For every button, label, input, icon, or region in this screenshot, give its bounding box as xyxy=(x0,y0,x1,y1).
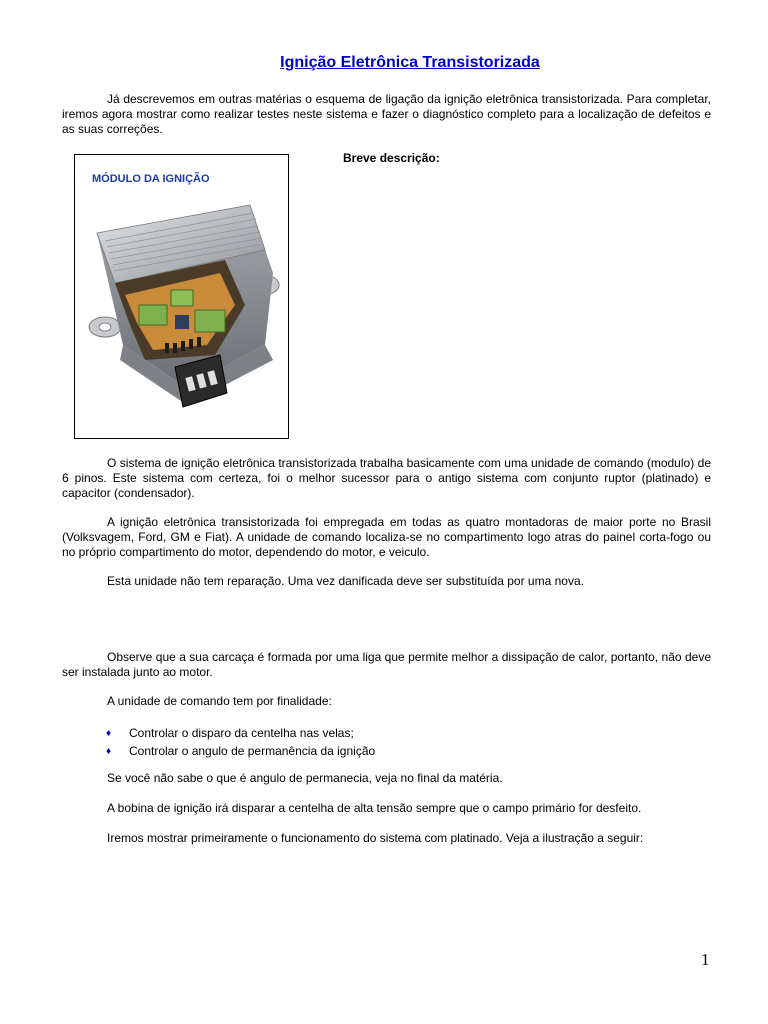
bullet-list xyxy=(106,724,375,760)
paragraph-8: Iremos mostrar primeiramente o funcionamento do sistema com platinado. Veja a ilustração a seguir: xyxy=(107,831,644,845)
diamond-bullet-icon: ♦ xyxy=(106,745,112,757)
paragraph-2: A ignição eletrônica transistorizada foi empregada em todas as quatro montadoras de maior porte no Brasil (Volksvagem, Ford, GM e Fiat). A unidade de comando localiza-se no compartimento logo atras do painel corta-fogo ou no próprio compartimento do motor, dependendo do motor, e veiculo. xyxy=(62,515,711,559)
figure-caption: MÓDULO DA IGNIÇÃO xyxy=(92,173,210,185)
document-title: Ignição Eletrônica Transistorizada xyxy=(280,54,540,71)
paragraph-1: O sistema de ignição eletrônica transistorizada trabalha basicamente com uma unidade de comando (modulo) de 6 pinos. Este sistema com certeza, foi o melhor sucessor para o antigo sistema com conjunto ruptor (platinado) e capacitor (condensador). xyxy=(62,456,711,500)
ignition-module-figure xyxy=(74,154,289,439)
paragraph-4: Observe que a sua carcaça é formada por uma liga que permite melhor a dissipação de calor, portanto, não deve ser instalada junto ao motor. xyxy=(62,650,711,679)
section-subheading: Breve descrição: xyxy=(343,151,440,165)
diamond-bullet-icon: ♦ xyxy=(106,727,112,739)
list-item-text: Controlar o angulo de permanência da ignição xyxy=(129,744,376,758)
paragraph-6: Se você não sabe o que é angulo de permanecia, veja no final da matéria. xyxy=(107,771,503,785)
paragraph-7: A bobina de ignição irá disparar a centelha de alta tensão sempre que o campo primário for desfeito. xyxy=(107,801,642,815)
paragraph-3: Esta unidade não tem reparação. Uma vez danificada deve ser substituída por uma nova. xyxy=(107,574,584,588)
list-item-text: Controlar o disparo da centelha nas velas; xyxy=(129,726,354,740)
intro-paragraph: Já descrevemos em outras matérias o esquema de ligação da ignição eletrônica transistorizada. Para completar, iremos agora mostrar como realizar testes neste sistema e fazer o diagnóstico completo para a localização de defeitos e as suas correções. xyxy=(62,92,711,136)
list-item xyxy=(106,724,375,742)
paragraph-5: A unidade de comando tem por finalidade: xyxy=(107,694,332,708)
page-number: 1 xyxy=(701,950,710,969)
list-item xyxy=(106,742,375,760)
ignition-module-image xyxy=(75,155,288,438)
